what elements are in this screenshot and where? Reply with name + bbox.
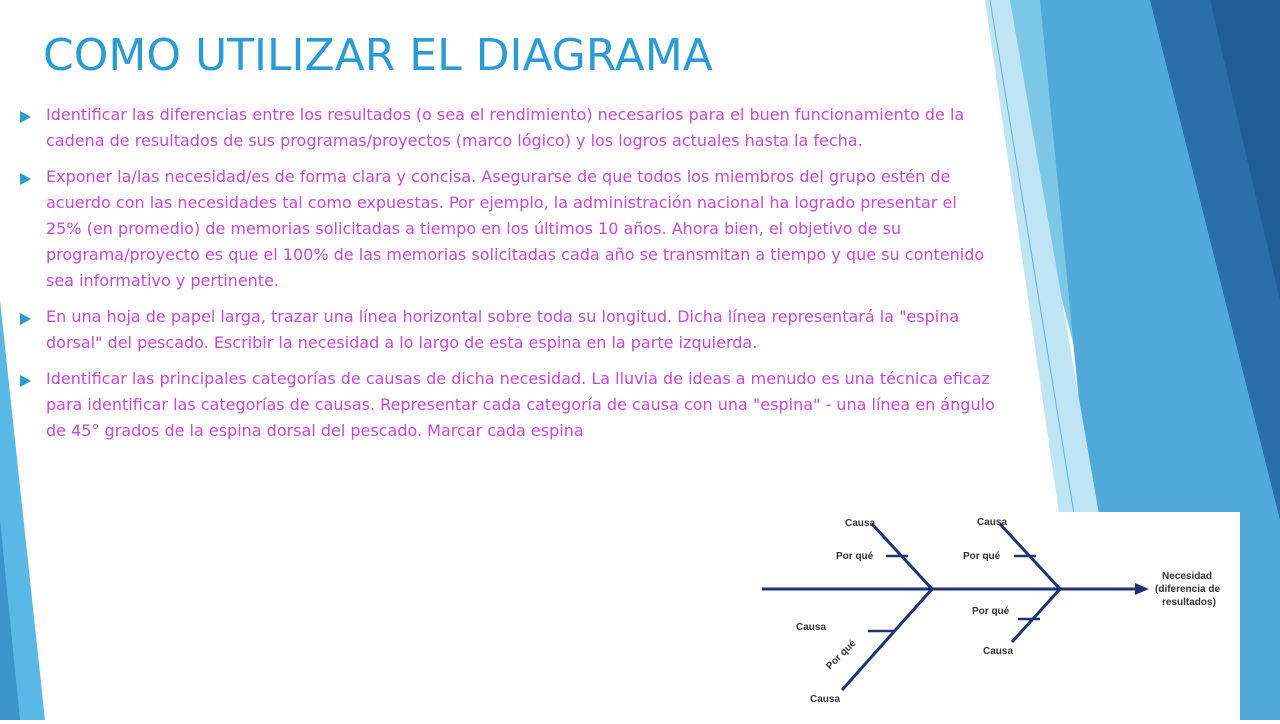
fishbone-diagram — [750, 512, 1240, 720]
bullet-item — [20, 164, 995, 294]
bullet-item — [20, 102, 995, 154]
label-bottom-right-cause: Causa — [983, 646, 1014, 657]
bone-lower-right — [1012, 589, 1060, 642]
label-need-line3: resultados) — [1162, 597, 1216, 608]
fishbone-svg — [750, 512, 1240, 720]
bullet-list — [20, 102, 995, 454]
label-bottom-left-cause-upper: Causa — [796, 622, 827, 633]
label-top-right-cause: Causa — [977, 517, 1008, 528]
label-bottom-left-why: Por qué — [824, 638, 859, 673]
label-need-line2: (diferencia de — [1155, 584, 1221, 595]
spine-arrowhead — [1135, 583, 1149, 595]
bullet-text: Identificar las principales categorías de causas de dicha necesidad. La lluvia de ideas a menudo es una técnica eficaz para identificar las categorías de causas. Representar cada categoría de causa con una "espina" - una línea en ángulo de 45° grados de la espina dorsal del pescado. Marcar cada espina — [46, 369, 995, 440]
triangle-bullet-icon — [20, 375, 31, 387]
bone-lower-left — [842, 589, 932, 690]
triangle-bullet-icon — [20, 313, 31, 325]
bullet-text: Identificar las diferencias entre los resultados (o sea el rendimiento) necesarios para el buen funcionamiento de la cadena de resultados de sus programas/proyectos (marco lógico) y los logros actuales hasta la fecha. — [46, 105, 965, 150]
label-top-left-why: Por qué — [836, 551, 874, 562]
bullet-text: Exponer la/las necesidad/es de forma clara y concisa. Asegurarse de que todos los miembros del grupo estén de acuerdo con las necesidades tal como expuestas. Por ejemplo, la administración nacional ha logrado presentar el 25% (en promedio) de memorias solicitadas a tiempo en los últimos 10 años. Ahora bien, el objetivo de su programa/proyecto es que el 100% de las memorias solicitadas cada año se transmitan a tiempo y que su contenido sea informativo y pertinente. — [46, 167, 985, 290]
triangle-bullet-icon — [20, 111, 31, 123]
bullet-item — [20, 304, 995, 356]
label-top-left-cause: Causa — [845, 518, 876, 529]
bullet-item — [20, 366, 995, 444]
label-need-line1: Necesidad — [1162, 571, 1213, 582]
slide-title: COMO UTILIZAR EL DIAGRAMA — [43, 30, 713, 81]
bullet-text: En una hoja de papel larga, trazar una línea horizontal sobre toda su longitud. Dicha línea representará la "espina dorsal" del pescado. Escribir la necesidad a lo largo de esta espina en la parte izquierda. — [46, 307, 960, 352]
label-top-right-why: Por qué — [963, 551, 1001, 562]
label-bottom-right-why: Por qué — [972, 606, 1010, 617]
label-bottom-left-cause-lower: Causa — [810, 694, 841, 705]
triangle-bullet-icon — [20, 173, 31, 185]
